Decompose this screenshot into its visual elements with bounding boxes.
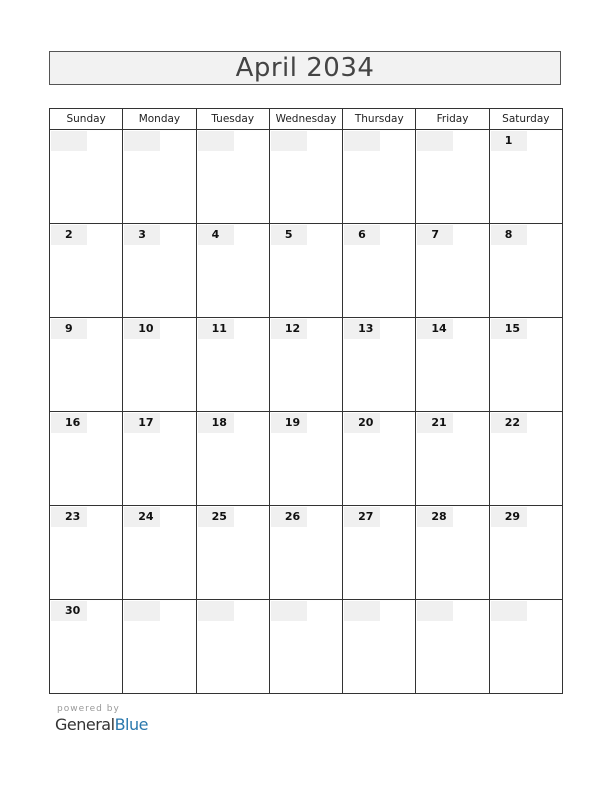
day-cell (489, 224, 562, 318)
day-number: 2 (51, 225, 87, 245)
day-number (51, 131, 87, 151)
day-number: 28 (417, 507, 453, 527)
day-number: 19 (271, 413, 307, 433)
day-number: 15 (491, 319, 527, 339)
weekday-monday: Monday (123, 109, 196, 130)
day-number (271, 131, 307, 151)
day-cell (123, 318, 196, 412)
week-row (50, 412, 563, 506)
day-number: 1 (491, 131, 527, 151)
day-cell (123, 506, 196, 600)
day-cell (50, 318, 123, 412)
day-number (344, 131, 380, 151)
weekday-thursday: Thursday (343, 109, 416, 130)
day-cell (343, 318, 416, 412)
day-cell (196, 318, 269, 412)
day-number (271, 601, 307, 621)
week-row (50, 224, 563, 318)
day-number (124, 131, 160, 151)
day-cell (416, 412, 489, 506)
day-cell (416, 318, 489, 412)
weekday-sunday: Sunday (50, 109, 123, 130)
day-cell (50, 506, 123, 600)
week-row (50, 506, 563, 600)
day-cell (196, 506, 269, 600)
day-number: 13 (344, 319, 380, 339)
weekday-header-row (50, 109, 563, 130)
day-number (198, 601, 234, 621)
day-cell (489, 130, 562, 224)
day-cell (123, 600, 196, 694)
day-number: 30 (51, 601, 87, 621)
day-number: 9 (51, 319, 87, 339)
day-cell (343, 600, 416, 694)
day-number: 5 (271, 225, 307, 245)
day-cell (269, 130, 342, 224)
day-number (417, 131, 453, 151)
week-row (50, 600, 563, 694)
day-number: 27 (344, 507, 380, 527)
day-number: 26 (271, 507, 307, 527)
day-cell (416, 506, 489, 600)
calendar-grid (49, 108, 563, 694)
day-cell (50, 224, 123, 318)
day-cell (343, 224, 416, 318)
day-cell (123, 412, 196, 506)
day-cell (343, 412, 416, 506)
powered-by-text: powered by (57, 704, 120, 714)
day-number: 22 (491, 413, 527, 433)
day-number: 21 (417, 413, 453, 433)
day-number: 29 (491, 507, 527, 527)
month-title-box (49, 51, 561, 85)
day-cell (489, 600, 562, 694)
day-number: 8 (491, 225, 527, 245)
day-cell (196, 412, 269, 506)
day-number (344, 601, 380, 621)
day-cell (123, 224, 196, 318)
day-number (417, 601, 453, 621)
day-cell (50, 130, 123, 224)
day-cell (269, 600, 342, 694)
weekday-wednesday: Wednesday (269, 109, 342, 130)
day-cell (343, 506, 416, 600)
day-cell (196, 600, 269, 694)
week-row (50, 318, 563, 412)
day-number: 16 (51, 413, 87, 433)
day-cell (269, 224, 342, 318)
day-number (198, 131, 234, 151)
day-cell (416, 130, 489, 224)
day-number: 6 (344, 225, 380, 245)
day-cell (343, 130, 416, 224)
day-cell (489, 506, 562, 600)
day-number (124, 601, 160, 621)
weekday-tuesday: Tuesday (196, 109, 269, 130)
day-cell (489, 318, 562, 412)
day-number: 18 (198, 413, 234, 433)
day-number: 12 (271, 319, 307, 339)
day-number: 10 (124, 319, 160, 339)
generalblue-logo (55, 715, 148, 734)
week-row (50, 130, 563, 224)
weekday-friday: Friday (416, 109, 489, 130)
day-number: 24 (124, 507, 160, 527)
day-number: 20 (344, 413, 380, 433)
day-cell (50, 412, 123, 506)
day-cell (269, 506, 342, 600)
day-cell (489, 412, 562, 506)
brand-blue: Blue (114, 715, 148, 734)
day-number: 17 (124, 413, 160, 433)
day-cell (416, 224, 489, 318)
day-number: 11 (198, 319, 234, 339)
day-number (491, 601, 527, 621)
day-number: 4 (198, 225, 234, 245)
day-cell (196, 130, 269, 224)
day-number: 3 (124, 225, 160, 245)
day-cell (269, 412, 342, 506)
weekday-saturday: Saturday (489, 109, 562, 130)
calendar-body (50, 130, 563, 694)
day-cell (416, 600, 489, 694)
day-cell (196, 224, 269, 318)
month-title: April 2034 (235, 53, 375, 83)
brand-general: General (55, 715, 115, 734)
day-number: 14 (417, 319, 453, 339)
day-number: 7 (417, 225, 453, 245)
day-number: 25 (198, 507, 234, 527)
day-cell (269, 318, 342, 412)
day-number: 23 (51, 507, 87, 527)
day-cell (123, 130, 196, 224)
day-cell (50, 600, 123, 694)
